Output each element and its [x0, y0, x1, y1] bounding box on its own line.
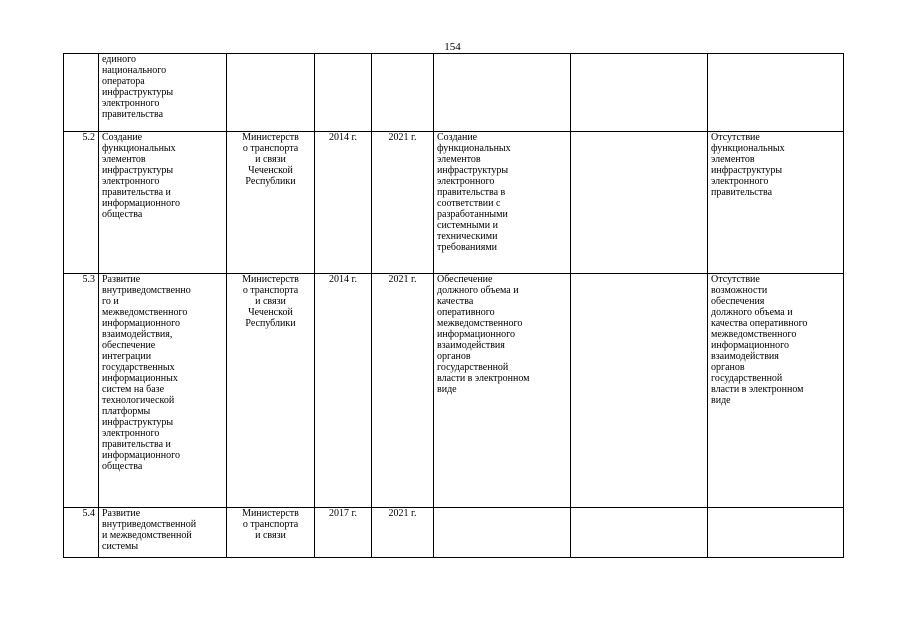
end-year: 2021 г. — [372, 274, 434, 508]
executor: Министерств о транспорта и связи — [227, 508, 315, 558]
start-year — [315, 54, 372, 132]
measure-name: Развитие внутриведомственно го и межведомственного информационного взаимодействия, обеспечение интеграции государственных информационных систем на базе технологической платформы инфраструктуры электронного правительства и информационного общества — [99, 274, 227, 508]
extra-cell — [571, 132, 708, 274]
page-number: 154 — [444, 41, 461, 53]
table-row — [64, 274, 844, 508]
start-year: 2014 г. — [315, 274, 372, 508]
extra-cell — [571, 508, 708, 558]
expected-result — [434, 54, 571, 132]
measure-name: единого национального оператора инфраструктуры электронного правительства — [99, 54, 227, 132]
program-table — [63, 53, 844, 558]
end-year: 2021 г. — [372, 508, 434, 558]
table-row — [64, 508, 844, 558]
table-row — [64, 132, 844, 274]
expected-result: Создание функциональных элементов инфраструктуры электронного правительства в соответствии с разработанными системными и техническими требованиями — [434, 132, 571, 274]
extra-cell — [571, 54, 708, 132]
expected-result: Обеспечение должного объема и качества оперативного межведомственного информационного взаимодействия органов государственной власти в электронном виде — [434, 274, 571, 508]
row-number: 5.4 — [64, 508, 99, 558]
measure-name: Развитие внутриведомственной и межведомственной системы — [99, 508, 227, 558]
table-row — [64, 54, 844, 132]
extra-cell — [571, 274, 708, 508]
end-year — [372, 54, 434, 132]
executor: Министерств о транспорта и связи Чеченской Республики — [227, 132, 315, 274]
non-implementation-consequence: Отсутствие функциональных элементов инфраструктуры электронного правительства — [708, 132, 844, 274]
row-number: 5.2 — [64, 132, 99, 274]
non-implementation-consequence: Отсутствие возможности обеспечения должного объема и качества оперативного межведомственного информационного взаимодействия органов государственной власти в электронном виде — [708, 274, 844, 508]
row-number: 5.3 — [64, 274, 99, 508]
executor — [227, 54, 315, 132]
start-year: 2017 г. — [315, 508, 372, 558]
non-implementation-consequence — [708, 508, 844, 558]
expected-result — [434, 508, 571, 558]
row-number — [64, 54, 99, 132]
start-year: 2014 г. — [315, 132, 372, 274]
non-implementation-consequence — [708, 54, 844, 132]
executor: Министерств о транспорта и связи Чеченской Республики — [227, 274, 315, 508]
end-year: 2021 г. — [372, 132, 434, 274]
measure-name: Создание функциональных элементов инфраструктуры электронного правительства и информационного общества — [99, 132, 227, 274]
